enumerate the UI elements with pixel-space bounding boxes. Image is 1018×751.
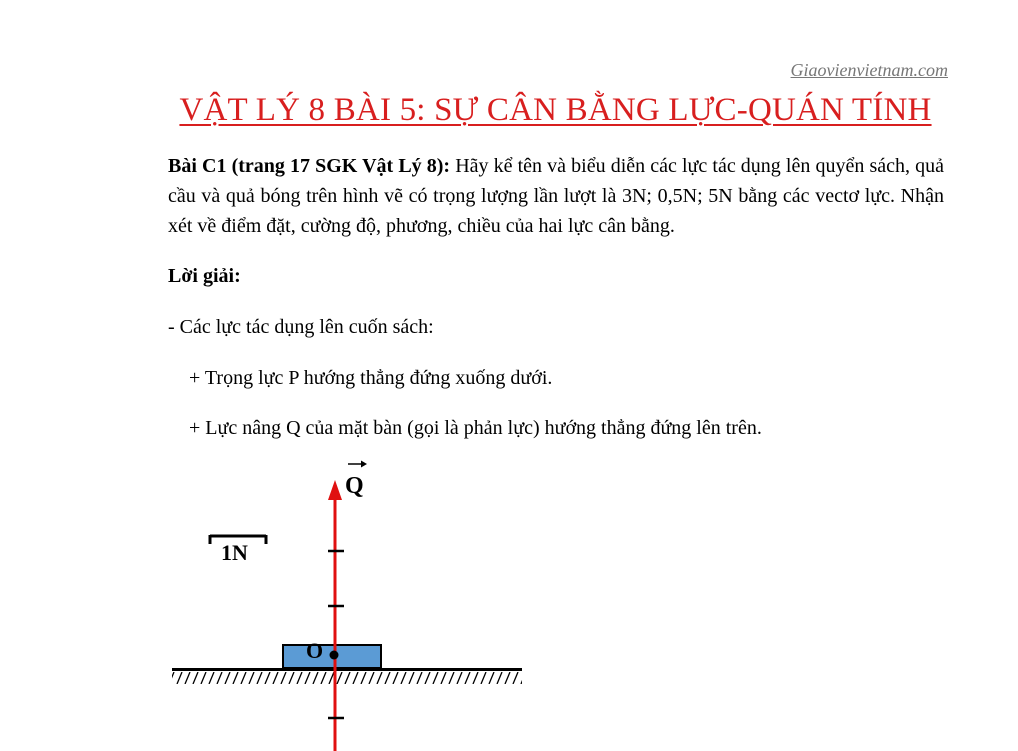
table-surface (172, 668, 522, 684)
answer-line-3: + Lực nâng Q của mặt bàn (gọi là phản lực) hướng thẳng đứng lên trên. (189, 417, 762, 439)
vector-arrow-icon (361, 461, 367, 468)
question-label: Bài C1 (trang 17 SGK Vật Lý 8): (168, 155, 451, 177)
scale-label: 1N (221, 540, 248, 565)
scale-bar (210, 535, 266, 565)
answer-line-2: + Trọng lực P hướng thẳng đứng xuống dưới. (189, 367, 553, 389)
force-arrow-q (328, 480, 342, 751)
force-label-group (345, 461, 367, 500)
answer-heading: Lời giải: (168, 265, 241, 287)
application-point (330, 651, 339, 660)
force-label: Q (345, 473, 364, 499)
question-text: Hãy kể tên và biểu diễn các lực tác dụng lên quyển sách, quả cầu và quả bóng trên hình vẽ có trọng lượng lần lượt là 3N; 0,5N; 5N bằng các vectơ lực. Nhận xét về điểm đặt, cường độ, phương, chiều của hai lực cân bằng. (168, 155, 944, 237)
page-title: VẬT LÝ 8 BÀI 5: SỰ CÂN BẰNG LỰC-QUÁN TÍNH (179, 92, 932, 128)
answer-line-1: - Các lực tác dụng lên cuốn sách: (168, 316, 434, 338)
point-label: O (306, 638, 324, 663)
watermark-link[interactable]: Giaovienvietnam.com (790, 60, 948, 80)
